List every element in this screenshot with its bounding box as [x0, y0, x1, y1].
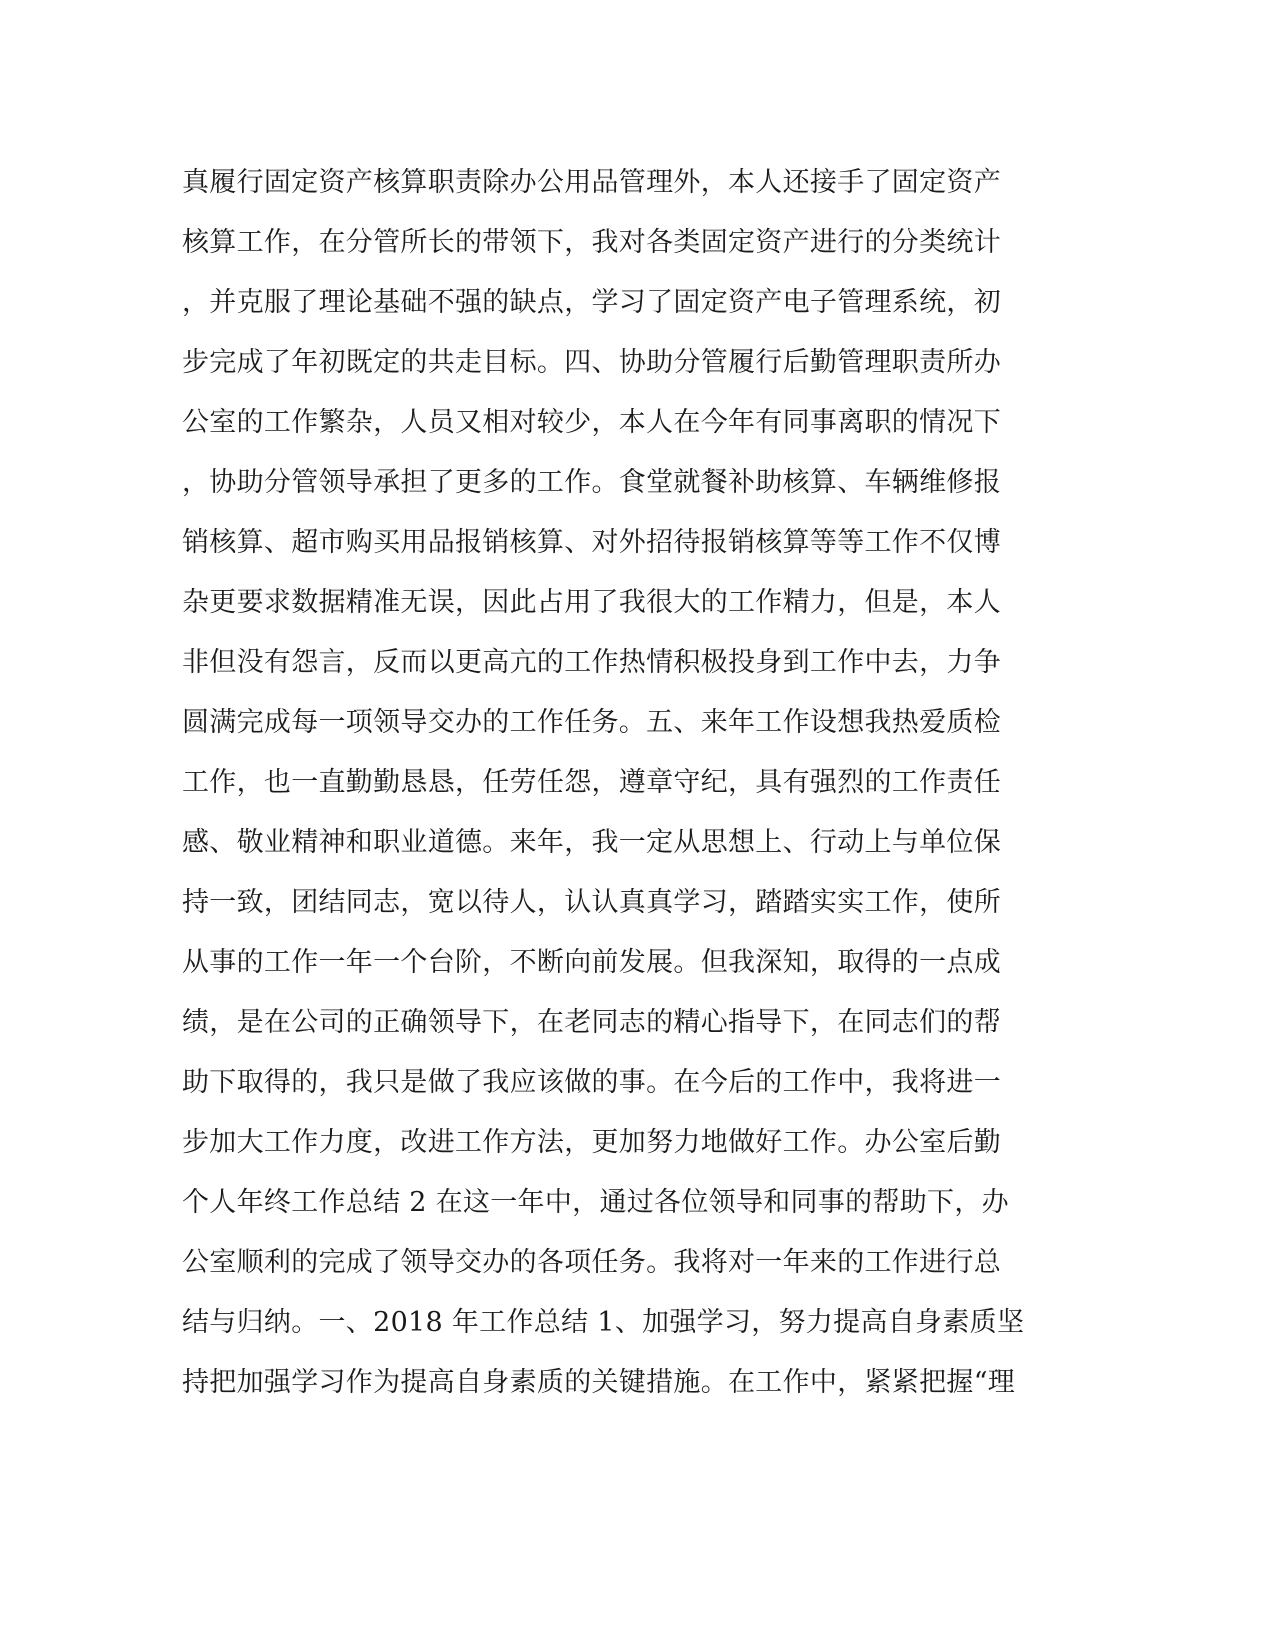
text-line: 持把加强学习作为提高自身素质的关键措施。在工作中，紧紧把握“理	[182, 1367, 1016, 1398]
text-line: 公室顺利的完成了领导交办的各项任务。我将对一年来的工作进行总	[182, 1247, 1001, 1278]
text-line: 感、敬业精神和职业道德。来年，我一定从思想上、行动上与单位保	[182, 827, 1001, 858]
text-line: 助下取得的，我只是做了我应该做的事。在今后的工作中，我将进一	[182, 1067, 1001, 1098]
text-line: 步完成了年初既定的共走目标。四、协助分管履行后勤管理职责所办	[182, 347, 1001, 378]
text-line: 步加大工作力度，改进工作方法，更加努力地做好工作。办公室后勤	[182, 1127, 1001, 1158]
text-line: ，协助分管领导承担了更多的工作。食堂就餐补助核算、车辆维修报	[182, 467, 1001, 498]
text-line: 绩，是在公司的正确领导下，在老同志的精心指导下，在同志们的帮	[182, 1007, 1001, 1038]
text-line: 从事的工作一年一个台阶，不断向前发展。但我深知，取得的一点成	[182, 947, 1001, 978]
text-line: 杂更要求数据精准无误，因此占用了我很大的工作精力，但是，本人	[182, 587, 1001, 618]
text-line: 公室的工作繁杂，人员又相对较少，本人在今年有同事离职的情况下	[182, 407, 1001, 438]
text-line: 圆满完成每一项领导交办的工作任务。五、来年工作设想我热爱质检	[182, 707, 1001, 738]
body-text	[182, 153, 1042, 1413]
text-line: ，并克服了理论基础不强的缺点，学习了固定资产电子管理系统，初	[182, 287, 1001, 318]
text-line: 工作，也一直勤勤恳恳，任劳任怨，遵章守纪，具有强烈的工作责任	[182, 767, 1001, 798]
text-line: 核算工作，在分管所长的带领下，我对各类固定资产进行的分类统计	[182, 227, 1001, 258]
text-line: 结与归纳。一、2018 年工作总结 1、加强学习，努力提高自身素质坚	[182, 1307, 1025, 1338]
text-line: 销核算、超市购买用品报销核算、对外招待报销核算等等工作不仅博	[182, 527, 1001, 558]
text-line: 持一致，团结同志，宽以待人，认认真真学习，踏踏实实工作，使所	[182, 887, 1001, 918]
text-line: 真履行固定资产核算职责除办公用品管理外，本人还接手了固定资产	[182, 167, 1001, 198]
text-line: 个人年终工作总结 2 在这一年中，通过各位领导和同事的帮助下，办	[182, 1187, 1009, 1218]
text-line: 非但没有怨言，反而以更高亢的工作热情积极投身到工作中去，力争	[182, 647, 1001, 678]
